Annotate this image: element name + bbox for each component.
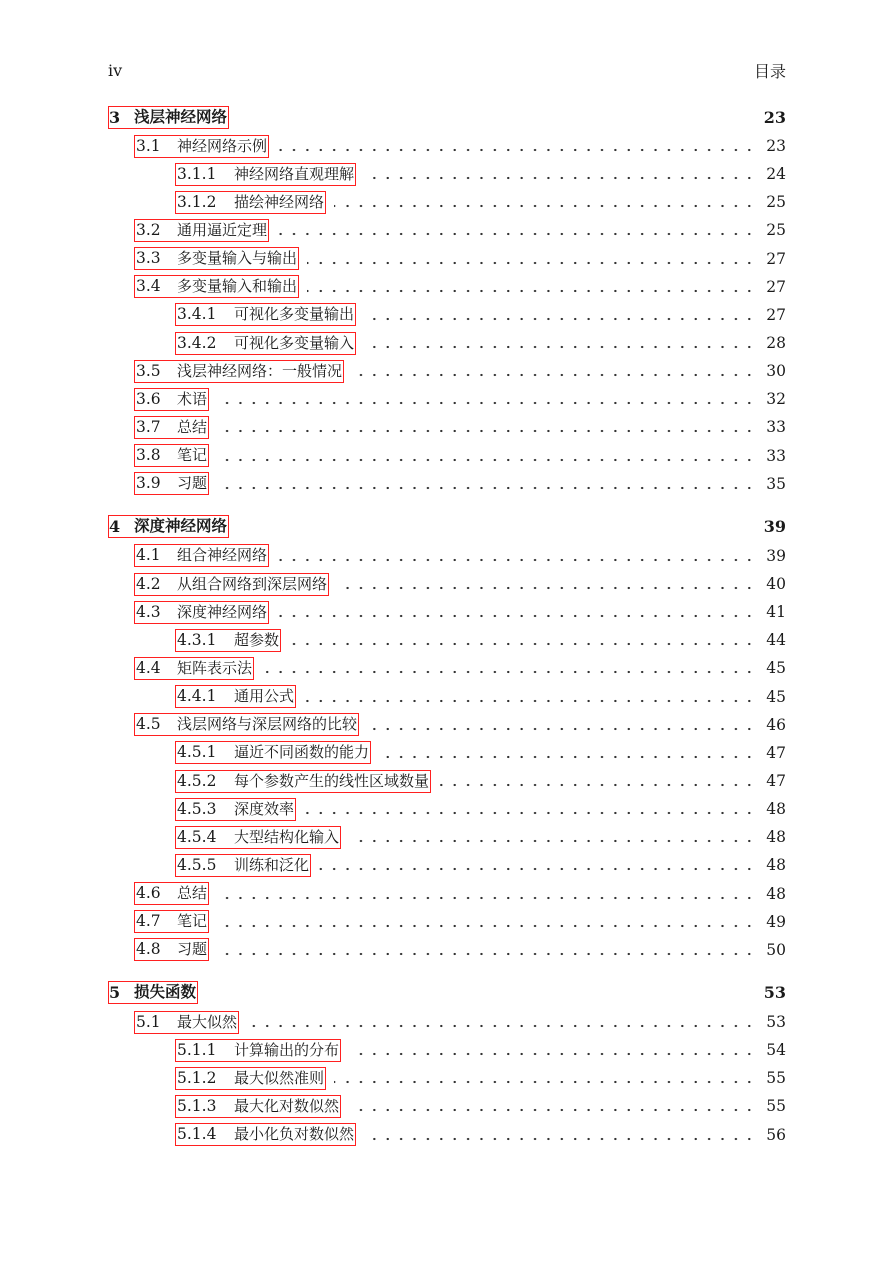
entry-page-number: 54 [766,1041,786,1060]
toc-subsection-link[interactable] [175,685,296,708]
toc-subsection-row [108,851,786,879]
entry-page-number: 27 [766,277,786,296]
toc-chapter-block [108,978,786,1149]
dot-leader [277,232,756,236]
entry-number: 4.4 [136,658,161,677]
toc-section-link[interactable] [134,882,209,905]
entry-number: 4.4.1 [177,687,217,706]
entry-title: 笔记 [177,912,208,931]
dot-leader [334,1080,756,1084]
entry-title: 最大化对数似然 [234,1096,340,1115]
toc-subsection-link[interactable] [175,741,371,764]
toc-subsection-link[interactable] [175,854,311,877]
toc-subsection-row [108,329,786,357]
toc-section-row [108,413,786,441]
dot-leader [217,896,756,900]
toc-subsection-link[interactable] [175,629,281,652]
entry-number: 4.5 [136,715,161,734]
toc-section-link[interactable] [134,472,209,495]
toc-subsection-row [108,188,786,216]
dot-leader [217,458,756,462]
entry-page-number: 28 [766,334,786,353]
entry-page-number: 48 [766,800,786,819]
entry-number: 4.6 [136,884,161,903]
toc-subsection-row [108,739,786,767]
dot-leader [217,401,756,405]
entry-title: 总结 [177,417,208,436]
toc-subsection-row [108,301,786,329]
entry-number: 4.5.2 [177,771,217,790]
entry-title: 可视化多变量输出 [234,305,355,324]
toc-section-link[interactable] [134,444,209,467]
toc-subsection-row [108,767,786,795]
dot-leader [379,755,756,759]
toc-section-row [108,908,786,936]
entry-number: 3.6 [136,389,161,408]
dot-leader [304,699,756,703]
entry-page-number: 25 [766,221,786,240]
entry-title: 大型结构化输入 [234,827,340,846]
entry-number: 4.3.1 [177,630,217,649]
dot-leader [307,289,756,293]
toc-section-row [108,273,786,301]
toc-chapter-block [108,102,786,498]
toc-subsection-link[interactable] [175,163,356,186]
entry-number: 5.1.4 [177,1125,217,1144]
chapter-number: 4 [109,517,121,537]
entry-number: 3.2 [136,220,161,239]
entry-number: 3.1 [136,136,161,155]
toc-section-row [108,216,786,244]
chapter-page-number: 23 [763,107,786,127]
table-of-contents [108,102,786,1163]
chapter-number: 3 [109,107,121,127]
entry-title: 超参数 [234,630,280,649]
entry-number: 3.1.2 [177,192,217,211]
toc-section-row [108,1008,786,1036]
entry-page-number: 35 [766,474,786,493]
dot-leader [277,614,756,618]
toc-section-link[interactable] [134,1011,239,1034]
toc-subsection-link[interactable] [175,1067,326,1090]
toc-section-link[interactable] [134,135,269,158]
entry-page-number: 45 [766,659,786,678]
toc-section-row [108,442,786,470]
toc-chapter-link[interactable] [108,981,198,1004]
toc-subsection-row [108,160,786,188]
toc-section-link[interactable] [134,388,209,411]
entry-title: 深度效率 [234,799,295,818]
dot-leader [217,952,756,956]
entry-title: 多变量输入与输出 [177,249,298,268]
entry-page-number: 46 [766,715,786,734]
toc-section-row [108,470,786,498]
entry-page-number: 48 [766,884,786,903]
toc-chapter-link[interactable] [108,106,229,129]
toc-chapter-row [108,512,786,542]
entry-number: 4.8 [136,940,161,959]
toc-section-link[interactable] [134,938,209,961]
entry-number: 4.7 [136,912,161,931]
dot-leader [217,924,756,928]
dot-leader [334,204,756,208]
entry-title: 神经网络直观理解 [234,164,355,183]
entry-page-number: 53 [766,1013,786,1031]
dot-leader [337,586,756,590]
entry-title: 多变量输入和输出 [177,277,298,296]
entry-number: 3.8 [136,446,161,465]
entry-number: 4.1 [136,546,161,565]
toc-subsection-row [108,1092,786,1120]
toc-subsection-row [108,683,786,711]
dot-leader [364,1137,756,1141]
dot-leader [277,558,756,562]
entry-page-number: 48 [766,856,786,875]
entry-page-number: 55 [766,1069,786,1088]
header-page-number: iv [108,60,123,80]
toc-section-row [108,132,786,160]
entry-page-number: 39 [766,546,786,565]
entry-number: 4.5.3 [177,799,217,818]
toc-section-link[interactable] [134,713,359,736]
entry-number: 4.5.4 [177,827,217,846]
entry-title: 深度神经网络 [177,602,268,621]
toc-subsection-link[interactable] [175,191,326,214]
chapter-page-number: 39 [763,517,786,537]
entry-page-number: 33 [766,446,786,465]
entry-title: 描绘神经网络 [234,192,325,211]
entry-page-number: 32 [766,390,786,409]
entry-title: 习题 [177,940,208,959]
entry-page-number: 30 [766,362,786,381]
entry-page-number: 24 [766,165,786,184]
entry-page-number: 48 [766,828,786,847]
entry-title: 矩阵表示法 [177,658,253,677]
dot-leader [349,1052,756,1056]
entry-number: 3.4 [136,277,161,296]
entry-number: 3.9 [136,474,161,493]
entry-page-number: 47 [766,743,786,762]
toc-section-link[interactable] [134,657,254,680]
entry-title: 总结 [177,884,208,903]
entry-title: 通用公式 [234,687,295,706]
running-header [108,58,786,82]
toc-section-link[interactable] [134,247,299,270]
entry-title: 最小化负对数似然 [234,1125,355,1144]
toc-section-link[interactable] [134,360,344,383]
chapter-number: 5 [109,983,121,1003]
entry-title: 笔记 [177,446,208,465]
entry-number: 3.1.1 [177,164,217,183]
dot-leader [217,486,756,490]
entry-title: 组合神经网络 [177,546,268,565]
toc-section-link[interactable] [134,544,269,567]
entry-page-number: 49 [766,912,786,931]
toc-chapter-block [108,512,786,964]
entry-page-number: 44 [766,631,786,650]
entry-page-number: 27 [766,305,786,324]
entry-number: 4.5.5 [177,855,217,874]
toc-section-link[interactable] [134,601,269,624]
entry-number: 4.3 [136,602,161,621]
entry-number: 4.5.1 [177,743,217,762]
entry-page-number: 27 [766,249,786,268]
toc-subsection-row [108,795,786,823]
toc-subsection-row [108,1121,786,1149]
toc-subsection-row [108,1036,786,1064]
toc-section-row [108,542,786,570]
entry-title: 浅层神经网络：一般情况 [177,361,343,380]
dot-leader [349,1108,756,1112]
entry-title: 可视化多变量输入 [234,333,355,352]
entry-number: 5.1 [136,1012,161,1031]
dot-leader [364,317,756,321]
toc-subsection-link[interactable] [175,332,356,355]
entry-page-number: 45 [766,687,786,706]
toc-subsection-row [108,1064,786,1092]
entry-title: 通用逼近定理 [177,220,268,239]
entry-page-number: 41 [766,603,786,622]
toc-section-row [108,385,786,413]
entry-title: 每个参数产生的线性区域数量 [234,771,430,790]
entry-page-number: 40 [766,575,786,594]
entry-title: 从组合网络到深层网络 [177,574,328,593]
entry-title: 术语 [177,389,208,408]
entry-title: 逼近不同函数的能力 [234,743,370,762]
toc-section-row [108,654,786,682]
dot-leader [364,176,756,180]
entry-title: 最大似然准则 [234,1068,325,1087]
toc-section-link[interactable] [134,910,209,933]
entry-title: 习题 [177,474,208,493]
entry-page-number: 25 [766,193,786,212]
toc-section-link[interactable] [134,275,299,298]
entry-page-number: 50 [766,940,786,959]
chapter-title: 深度神经网络 [134,517,228,536]
toc-chapter-row [108,978,786,1008]
dot-leader [364,345,756,349]
toc-section-link[interactable] [134,573,329,596]
toc-section-row [108,598,786,626]
toc-section-row [108,570,786,598]
toc-subsection-row [108,823,786,851]
toc-subsection-link[interactable] [175,826,341,849]
toc-section-row [108,357,786,385]
dot-leader [247,1024,756,1028]
dot-leader [289,642,756,646]
chapter-title: 损失函数 [134,983,197,1002]
chapter-title: 浅层神经网络 [134,107,228,126]
dot-leader [217,429,756,433]
toc-chapter-link[interactable] [108,515,229,538]
entry-number: 5.1.3 [177,1096,217,1115]
entry-title: 计算输出的分布 [234,1040,340,1059]
dot-leader [439,783,756,787]
toc-section-link[interactable] [134,219,269,242]
toc-subsection-row [108,626,786,654]
toc-subsection-link[interactable] [175,1039,341,1062]
dot-leader [367,727,756,731]
dot-leader [304,811,756,815]
chapter-page-number: 53 [763,983,786,1003]
dot-leader [307,261,756,265]
header-section-title: 目录 [753,61,786,81]
entry-page-number: 33 [766,418,786,437]
entry-number: 5.1.2 [177,1068,217,1087]
dot-leader [319,867,756,871]
toc-subsection-link[interactable] [175,798,296,821]
entry-number: 3.4.2 [177,333,217,352]
entry-page-number: 23 [766,137,786,156]
entry-number: 3.3 [136,249,161,268]
entry-number: 3.4.1 [177,305,217,324]
toc-section-row [108,936,786,964]
toc-subsection-link[interactable] [175,1123,356,1146]
entry-page-number: 47 [766,772,786,791]
entry-number: 5.1.1 [177,1040,217,1059]
dot-leader [277,148,756,152]
dot-leader [349,839,756,843]
dot-leader [352,373,756,377]
entry-title: 最大似然 [177,1012,238,1031]
dot-leader [262,670,756,674]
entry-number: 3.7 [136,417,161,436]
entry-page-number: 56 [766,1125,786,1144]
entry-title: 训练和泛化 [234,855,310,874]
toc-subsection-link[interactable] [175,303,356,326]
entry-number: 4.2 [136,574,161,593]
toc-chapter-row [108,102,786,132]
toc-subsection-link[interactable] [175,770,431,793]
toc-subsection-link[interactable] [175,1095,341,1118]
toc-section-link[interactable] [134,416,209,439]
entry-title: 浅层网络与深层网络的比较 [177,715,358,734]
toc-section-row [108,880,786,908]
toc-section-row [108,245,786,273]
entry-page-number: 55 [766,1097,786,1116]
entry-number: 3.5 [136,361,161,380]
entry-title: 神经网络示例 [177,136,268,155]
toc-section-row [108,711,786,739]
